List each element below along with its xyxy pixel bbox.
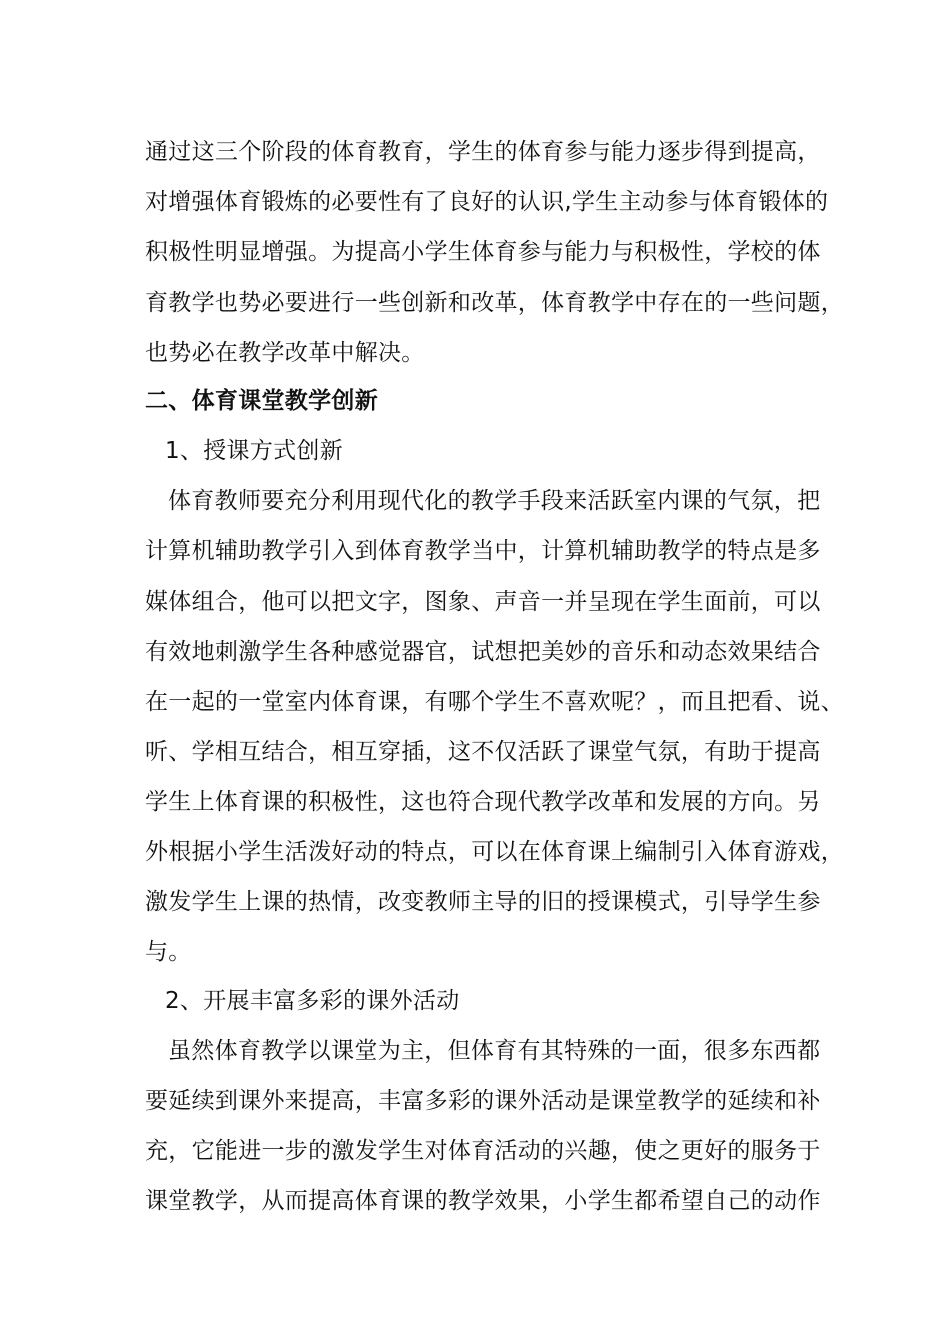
paragraph-line: 课堂教学，从而提高体育课的教学效果，小学生都希望自己的动作 (145, 1188, 821, 1214)
paragraph-line: 要延续到课外来提高，丰富多彩的课外活动是课堂教学的延续和补 (145, 1088, 821, 1114)
paragraph-line: 虽然体育教学以课堂为主，但体育有其特殊的一面，很多东西都 (168, 1038, 821, 1064)
paragraph-line: 计算机辅助教学引入到体育教学当中，计算机辅助教学的特点是多 (145, 538, 821, 564)
paragraph-line: 有效地刺激学生各种感觉器官，试想把美妙的音乐和动态效果结合 (145, 639, 821, 665)
section-heading: 二、体育课堂教学创新 (145, 388, 378, 414)
paragraph-line: 激发学生上课的热情，改变教师主导的旧的授课模式，引导学生参 (145, 889, 821, 915)
paragraph-line: 外根据小学生活泼好动的特点，可以在体育课上编制引入体育游戏， (145, 839, 844, 865)
paragraph-line: 通过这三个阶段的体育教育，学生的体育参与能力逐步得到提高， (145, 139, 821, 165)
paragraph-line: 充，它能进一步的激发学生对体育活动的兴趣，使之更好的服务于 (145, 1138, 821, 1164)
paragraph-line: 学生上体育课的积极性，这也符合现代教学改革和发展的方向。另 (145, 789, 821, 815)
paragraph-line: 育教学也势必要进行一些创新和改革，体育教学中存在的一些问题， (145, 290, 844, 316)
paragraph-line: 也势必在教学改革中解决。 (145, 340, 425, 366)
paragraph-line: 与。 (145, 939, 192, 965)
paragraph-line: 媒体组合，他可以把文字，图象、声音一并呈现在学生面前，可以 (145, 589, 821, 615)
subsection-heading: 1、授课方式创新 (165, 438, 344, 464)
subsection-heading: 2、开展丰富多彩的课外活动 (165, 988, 460, 1014)
paragraph-line: 在一起的一堂室内体育课，有哪个学生不喜欢呢？，而且把看、说、 (145, 689, 844, 715)
paragraph-line: 听、学相互结合，相互穿插，这不仅活跃了课堂气氛，有助于提高 (145, 739, 821, 765)
paragraph-line: 积极性明显增强。为提高小学生体育参与能力与积极性，学校的体 (145, 239, 821, 265)
paragraph-line: 对增强体育锻炼的必要性有了良好的认识,学生主动参与体育锻体的 (145, 189, 829, 215)
paragraph-line: 体育教师要充分利用现代化的教学手段来活跃室内课的气氛，把 (168, 488, 821, 514)
